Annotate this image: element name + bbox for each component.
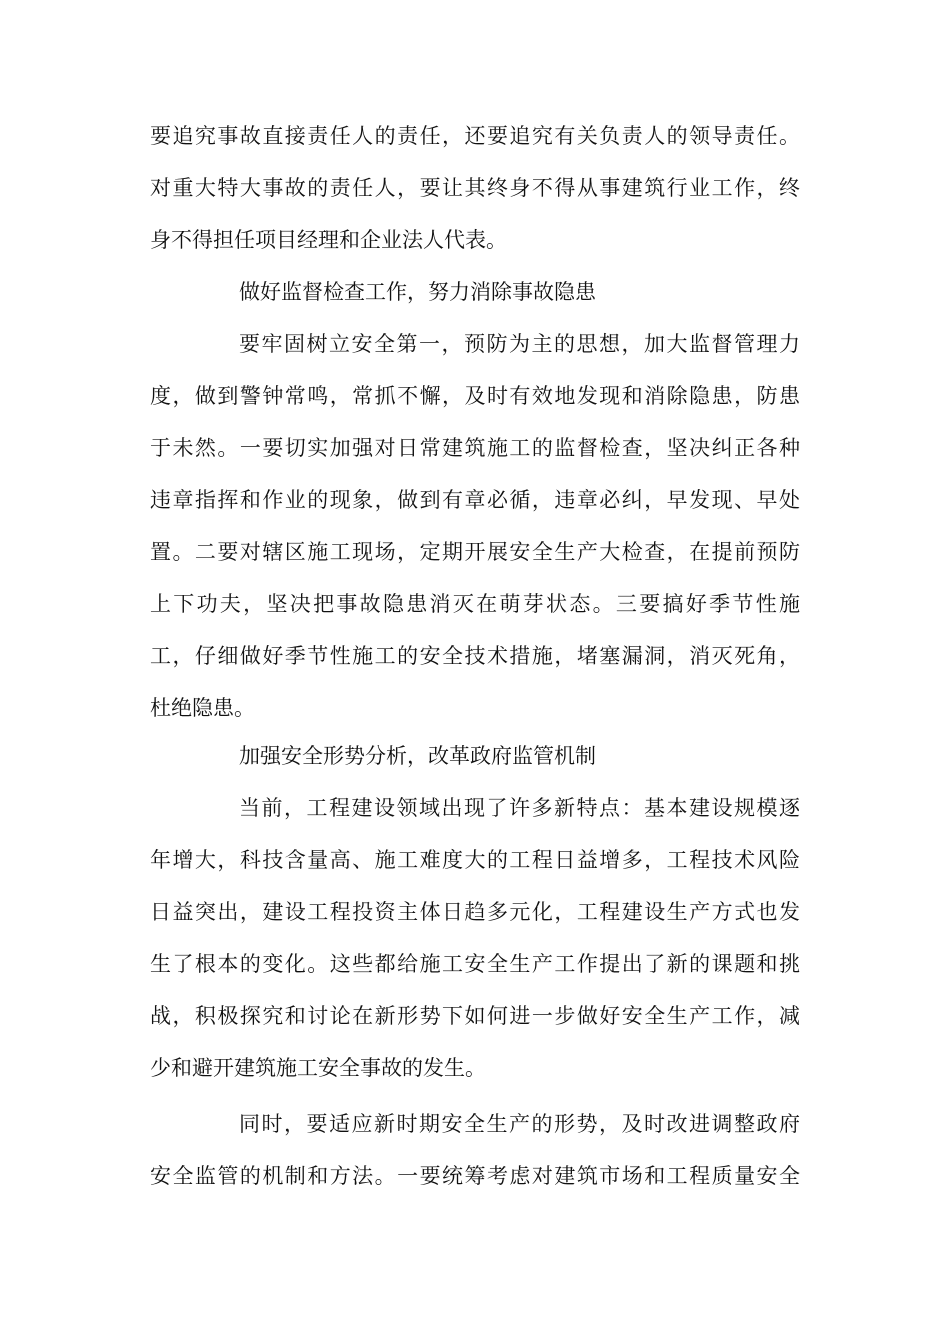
text-line: 身不得担任项目经理和企业法人代表。 <box>150 228 507 252</box>
text-line: 上下功夫，坚决把事故隐患消灭在萌芽状态。三要搞好季节性施 <box>150 592 800 616</box>
text-line: 对重大特大事故的责任人，要让其终身不得从事建筑行业工作，终 <box>150 176 800 200</box>
text-line: 同时，要适应新时期安全生产的形势，及时改进调整政府 <box>239 1112 800 1136</box>
text-line: 违章指挥和作业的现象，做到有章必循，违章必纠，早发现、早处 <box>150 488 800 512</box>
text-line: 生了根本的变化。这些都给施工安全生产工作提出了新的课题和挑 <box>150 952 800 976</box>
text-line: 工，仔细做好季节性施工的安全技术措施，堵塞漏洞，消灭死角， <box>150 644 800 668</box>
text-line: 安全监管的机制和方法。一要统筹考虑对建筑市场和工程质量安全 <box>150 1164 800 1188</box>
text-line: 年增大，科技含量高、施工难度大的工程日益增多，工程技术风险 <box>150 848 800 872</box>
text-line: 置。二要对辖区施工现场，定期开展安全生产大检查，在提前预防 <box>150 540 800 564</box>
text-line: 战，积极探究和讨论在新形势下如何进一步做好安全生产工作，减 <box>150 1004 800 1028</box>
text-line: 要牢固树立安全第一，预防为主的思想，加大监督管理力 <box>239 332 800 356</box>
section-heading: 加强安全形势分析，改革政府监管机制 <box>239 744 596 768</box>
section-heading: 做好监督检查工作，努力消除事故隐患 <box>239 280 596 304</box>
text-line: 度，做到警钟常鸣，常抓不懈，及时有效地发现和消除隐患，防患 <box>150 384 800 408</box>
text-line: 杜绝隐患。 <box>150 696 255 720</box>
text-line: 要追究事故直接责任人的责任，还要追究有关负责人的领导责任。 <box>150 124 800 148</box>
text-line: 少和避开建筑施工安全事故的发生。 <box>150 1056 486 1080</box>
text-line: 于未然。一要切实加强对日常建筑施工的监督检查，坚决纠正各种 <box>150 436 800 460</box>
text-line: 日益突出，建设工程投资主体日趋多元化，工程建设生产方式也发 <box>150 900 800 924</box>
text-line: 当前，工程建设领域出现了许多新特点：基本建设规模逐 <box>239 796 800 820</box>
